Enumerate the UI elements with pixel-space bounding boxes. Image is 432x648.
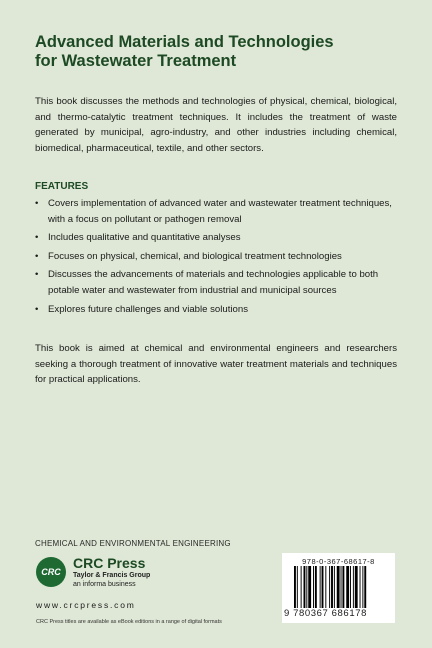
barcode-bar [308,566,311,608]
barcode-bar [301,566,302,608]
publisher-website: www.crcpress.com [36,600,136,610]
feature-item [35,230,400,246]
ebook-note: CRC Press titles are available as eBook editions in a range of digital formats [36,619,222,625]
bullet-icon: • [35,250,39,262]
isbn-barcode [282,553,395,623]
bullet-icon: • [35,232,39,244]
barcode-bar [322,566,324,608]
audience-statement: This book is aimed at chemical and environmental engineers and researchers seeking a thorough treatment of innovative water treatment materials and techniques for practical applications. [35,343,397,386]
barcode-bar [346,566,349,608]
barcode-bar [353,566,354,608]
barcode-bar [360,566,361,608]
barcode-bar [320,566,321,608]
book-title-line-1: Advanced Materials and Technologies [35,33,334,51]
bullet-icon: • [35,303,39,315]
barcode-bar [297,566,298,608]
barcode-bar [306,566,307,608]
barcode-bar [294,566,296,608]
barcode-bar [362,566,363,608]
feature-item [35,196,400,227]
barcode-bar [337,566,340,608]
book-title [35,33,405,71]
crc-logo-icon: CRC [36,557,66,587]
barcode-bar [329,566,330,608]
barcode-bar [341,566,342,608]
bullet-icon: • [35,198,39,209]
barcode-bar [342,566,344,608]
series-name: CHEMICAL AND ENVIRONMENTAL ENGINEERING [35,539,231,548]
features-heading: FEATURES [35,181,89,192]
book-title-line-2: for Wastewater Treatment [35,52,237,70]
barcode-bar [355,566,358,608]
barcode-bar [313,566,314,608]
isbn-number: 978-0-367-68617-8 [302,557,375,566]
barcode-bar [315,566,317,608]
feature-item [35,267,400,298]
publisher-group: Taylor & Francis Group [73,572,151,579]
barcode-bar [325,566,326,608]
feature-text: Focuses on physical, chemical, and biological treatment technologies [48,250,342,262]
publisher-business: an informa business [73,581,136,588]
feature-text: Includes qualitative and quantitative analyses [48,232,241,244]
book-description: This book discusses the methods and technologies of physical, chemical, biological, and thermo-catalytic treatment techniques. It includes the treatment of waste generated by municipal, agro-industry, and other industries including chemical, biomedical, pharmaceutical, textile, and other sectors. [35,96,397,154]
barcode-bar [331,566,333,608]
barcode-bar [304,566,306,608]
barcode-bar [350,566,351,608]
publisher-name: CRC Press [73,555,146,571]
barcode-bar [334,566,335,608]
feature-text: Covers implementation of advanced water and wastewater treatment techniques, with a focus on pollutant or pathogen removal [48,198,392,225]
feature-item [35,249,400,265]
publisher-block [73,556,150,589]
feature-text: Explores future challenges and viable solutions [48,303,248,315]
feature-text: Discusses the advancements of materials and technologies applicable to both potable water and wastewater from industrial and municipal sources [48,269,379,296]
feature-item [35,302,400,318]
barcode-bar [364,566,366,608]
bullet-icon: • [35,269,39,281]
features-list [35,196,400,320]
barcode-bars [294,566,384,608]
barcode-digits: 9 780367 686178 [284,608,367,619]
